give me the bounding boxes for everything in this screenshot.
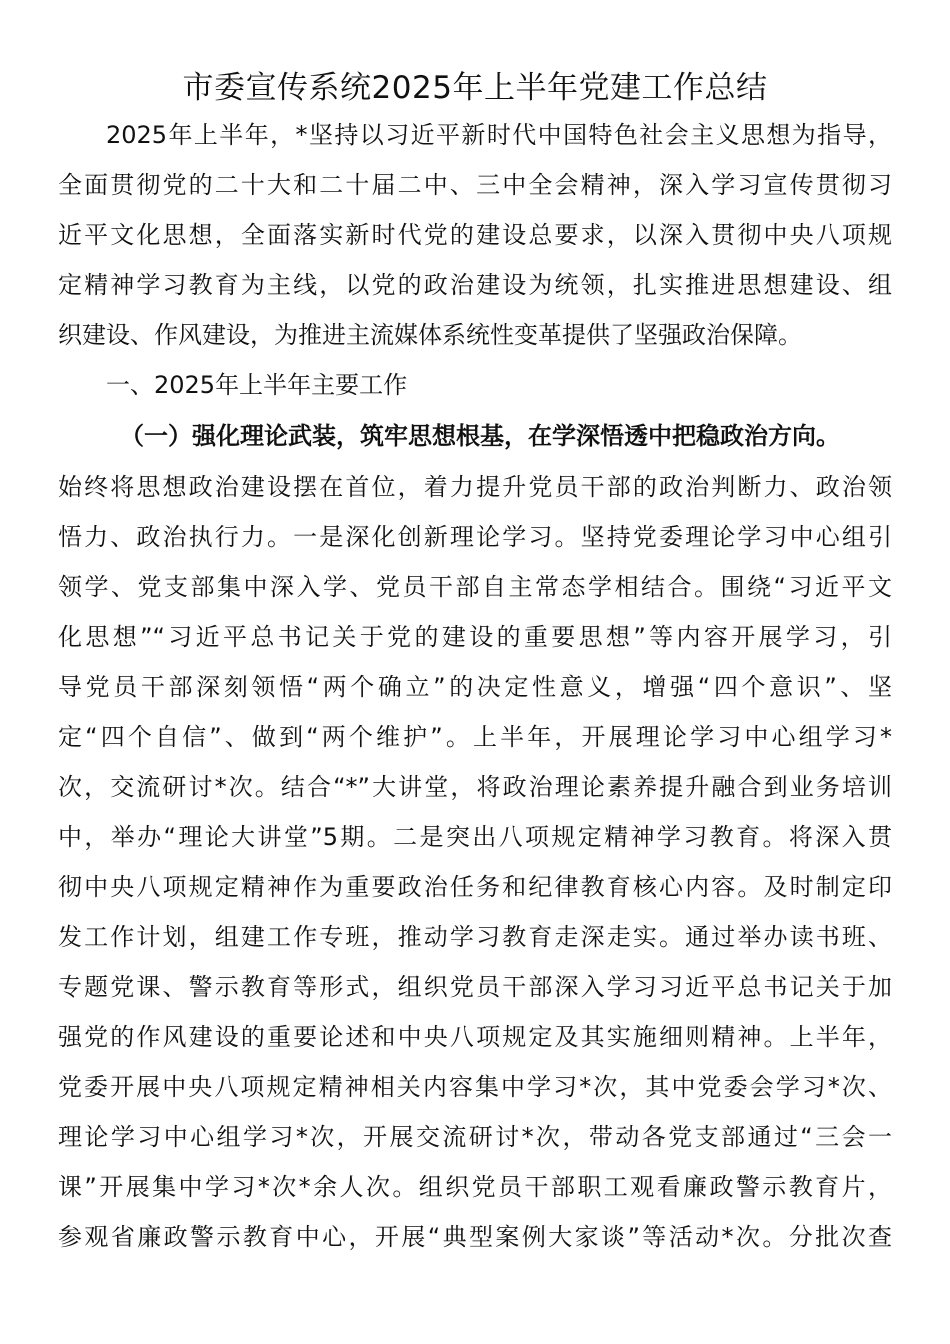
paragraph-line: 理论学习中心组学习*次，开展交流研讨*次，带动各党支部通过“三会一: [58, 1123, 892, 1151]
paragraph-line: 化思想”“习近平总书记关于党的建设的重要思想”等内容开展学习，引: [58, 623, 892, 651]
paragraph-line: 导党员干部深刻领悟“两个确立”的决定性意义，增强“四个意识”、坚: [58, 673, 892, 701]
document-title: 市委宣传系统2025年上半年党建工作总结: [182, 70, 768, 106]
paragraph-line: 悟力、政治执行力。一是深化创新理论学习。坚持党委理论学习中心组引: [58, 523, 892, 551]
paragraph-line: 发工作计划，组建工作专班，推动学习教育走深走实。通过举办读书班、: [58, 923, 892, 951]
paragraph-line: 始终将思想政治建设摆在首位，着力提升党员干部的政治判断力、政治领: [58, 473, 892, 501]
paragraph-line: 织建设、作风建设，为推进主流媒体系统性变革提供了坚强政治保障。: [58, 321, 802, 349]
paragraph-line: 近平文化思想，全面落实新时代党的建设总要求，以深入贯彻中央八项规: [58, 221, 892, 249]
paragraph-line: 课”开展集中学习*次*余人次。组织党员干部职工观看廉政警示教育片，: [58, 1173, 892, 1201]
paragraph-line: 参观省廉政警示教育中心，开展“典型案例大家谈”等活动*次。分批次查: [58, 1223, 892, 1251]
paragraph-line: 领学、党支部集中深入学、党员干部自主常态学相结合。围绕“习近平文: [58, 573, 892, 601]
paragraph-line: 强党的作风建设的重要论述和中央八项规定及其实施细则精神。上半年，: [58, 1023, 892, 1051]
section-heading: 一、2025年上半年主要工作: [106, 371, 408, 399]
paragraph-line: 定精神学习教育为主线，以党的政治建设为统领，扎实推进思想建设、组: [58, 271, 892, 299]
paragraph-line: 次，交流研讨*次。结合“*”大讲堂，将政治理论素养提升融合到业务培训: [58, 773, 892, 801]
paragraph-line: 中，举办“理论大讲堂”5期。二是突出八项规定精神学习教育。将深入贯: [58, 823, 892, 851]
paragraph-line: 全面贯彻党的二十大和二十届二中、三中全会精神，深入学习宣传贯彻习: [58, 171, 892, 199]
paragraph-line: 专题党课、警示教育等形式，组织党员干部深入学习习近平总书记关于加: [58, 973, 892, 1001]
paragraph-line: 2025年上半年，*坚持以习近平新时代中国特色社会主义思想为指导，: [106, 121, 892, 149]
subsection-heading: （一）强化理论武装，筑牢思想根基，在学深悟透中把稳政治方向。: [120, 422, 840, 450]
paragraph-line: 彻中央八项规定精神作为重要政治任务和纪律教育核心内容。及时制定印: [58, 873, 892, 901]
paragraph-line: 定“四个自信”、做到“两个维护”。上半年，开展理论学习中心组学习*: [58, 723, 892, 751]
paragraph-line: 党委开展中央八项规定精神相关内容集中学习*次，其中党委会学习*次、: [58, 1073, 892, 1101]
